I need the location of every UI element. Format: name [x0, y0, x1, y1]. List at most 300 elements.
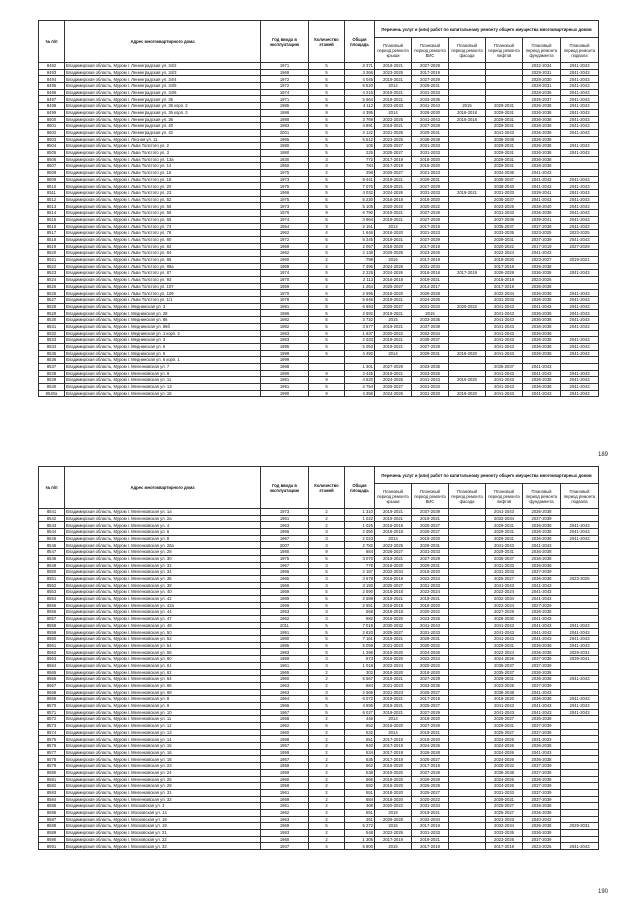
- table-cell: 7 076: [345, 183, 375, 190]
- table-cell: 8560: [39, 636, 65, 643]
- table-cell: 2024-2026: [375, 377, 412, 384]
- table-cell: Владимирская область, Муром г. Льва Толстого ул. 18: [65, 176, 261, 183]
- table-cell: 2041-2043: [523, 629, 561, 636]
- table-cell: 5: [309, 636, 345, 643]
- table-cell: Владимирская область, Муром г. Льва Толстого ул. 93: [65, 277, 261, 284]
- table-cell: 2035-2037: [486, 176, 523, 183]
- table-cell: Владимирская область, Муром г. Меленковская ул. 36: [65, 575, 261, 582]
- table-cell: 2029-2031: [486, 676, 523, 683]
- table-row: [39, 283, 599, 290]
- table-row: [39, 377, 599, 384]
- table-cell: Владимирская область, Муром г. Меленковская ул. 4: [65, 522, 261, 529]
- table-cell: 1937: [261, 843, 309, 850]
- table-cell: [449, 589, 486, 596]
- table-cell: 3: [309, 616, 345, 623]
- table-cell: 2036-2038: [523, 609, 561, 616]
- table-cell: [561, 562, 599, 569]
- table-cell: Владимирская область, Муром г. Меленковская ул. 66: [65, 682, 261, 689]
- table-cell: [449, 343, 486, 350]
- table-cell: 2026-2028: [375, 816, 412, 823]
- table-cell: Владимирская область, Муром г. Московская ул. 18: [65, 816, 261, 823]
- table-cell: 1983: [261, 649, 309, 656]
- table-row: [39, 330, 599, 337]
- table-cell: 2036-2038: [523, 210, 561, 217]
- table-cell: 2019-2021: [375, 176, 412, 183]
- table-cell: 7 161: [345, 636, 375, 643]
- table-cell: 2 023: [345, 535, 375, 542]
- table-cell: 2041-2043: [561, 290, 599, 297]
- table-cell: 8549: [39, 562, 65, 569]
- table-cell: 2036-2038: [523, 330, 561, 337]
- table-cell: 2036-2038: [523, 716, 561, 723]
- table-cell: 8527: [39, 297, 65, 304]
- table-cell: Владимирская область, Муром г. Меленковская ул. 42а: [65, 602, 261, 609]
- table-cell: 2036-2038: [523, 317, 561, 324]
- table-cell: 584: [345, 796, 375, 803]
- table-cell: 2029-2031: [486, 123, 523, 130]
- table-cell: Владимирская область, Муром г. Ленинградская ул. 34/6: [65, 89, 261, 96]
- table-row: [39, 602, 599, 609]
- table-cell: 2016-2018: [375, 277, 412, 284]
- table-cell: Владимирская область, Муром г. Меленковская ул. 7: [65, 363, 261, 370]
- table-cell: Владимирская область, Муром г. Льва Толстого ул. 13а: [65, 156, 261, 163]
- table-cell: 2 551: [345, 602, 375, 609]
- table-row: [39, 783, 599, 790]
- table-cell: [561, 616, 599, 623]
- table-cell: 8509: [39, 176, 65, 183]
- table-cell: 2032-2034: [523, 63, 561, 70]
- table-cell: 2017-2019: [523, 243, 561, 250]
- table-row: [39, 796, 599, 803]
- table-cell: 2041-2043: [523, 616, 561, 623]
- table-cell: 2017-2019: [486, 263, 523, 270]
- table-cell: 2035-2037: [486, 555, 523, 562]
- table-cell: 2: [309, 682, 345, 689]
- table-cell: [449, 642, 486, 649]
- table-cell: 1967: [261, 709, 309, 716]
- table-cell: 1980: [261, 370, 309, 377]
- table-cell: 5 230: [345, 196, 375, 203]
- table-cell: 4 520: [345, 377, 375, 384]
- table-cell: 2041-2043: [561, 297, 599, 304]
- table-cell: [449, 170, 486, 177]
- table-cell: 2029-2031: [412, 83, 449, 90]
- table-cell: 784: [345, 163, 375, 170]
- table-cell: 2024-2026: [486, 749, 523, 756]
- table-cell: 2041-2043: [523, 370, 561, 377]
- table-cell: [561, 662, 599, 669]
- table-cell: 2041-2043: [561, 535, 599, 542]
- table-cell: 1965: [261, 136, 309, 143]
- table-cell: 2026-2028: [412, 776, 449, 783]
- table-row: [39, 243, 599, 250]
- table-cell: [449, 575, 486, 582]
- table-cell: [449, 669, 486, 676]
- table-cell: 5: [309, 649, 345, 656]
- table-cell: Владимирская область, Муром г. Льва Толстого ул. 3: [65, 149, 261, 156]
- table-cell: 982: [345, 616, 375, 623]
- table-cell: Владимирская область, Муром г. Льва Толстого ул. 14: [65, 163, 261, 170]
- table-cell: 3: [309, 575, 345, 582]
- table-cell: 5: [309, 696, 345, 703]
- table-cell: 2031-2033: [412, 384, 449, 391]
- table-cell: 2 692: [345, 310, 375, 317]
- table-cell: 3: [309, 689, 345, 696]
- table-cell: 2026-2027: [375, 549, 412, 556]
- table-cell: 2023-2025: [375, 69, 412, 76]
- table-cell: 8493: [39, 69, 65, 76]
- table-cell: 2025-2027: [412, 529, 449, 536]
- table-cell: 2016-2020: [375, 616, 412, 623]
- table-cell: 2041-2043: [486, 542, 523, 549]
- table-cell: 1983: [261, 337, 309, 344]
- table-cell: 2022-2024: [486, 602, 523, 609]
- table-cell: 2031-2033: [412, 190, 449, 197]
- table-cell: [561, 736, 599, 743]
- table-cell: Владимирская область, Муром г. Меленковская ул. 50: [65, 629, 261, 636]
- table-cell: 8545: [39, 535, 65, 542]
- table-cell: 2019-2021: [412, 729, 449, 736]
- table-cell: 2025-2027: [375, 629, 412, 636]
- table-cell: [449, 136, 486, 143]
- table-cell: 2029-2031: [486, 549, 523, 556]
- table-cell: 5: [309, 297, 345, 304]
- table-cell: 8500: [39, 116, 65, 123]
- table-cell: 2 620: [345, 629, 375, 636]
- header-area: Общая площадь: [345, 21, 375, 63]
- table-cell: 2: [309, 170, 345, 177]
- table-cell: 4 395: [345, 109, 375, 116]
- table-cell: 2041-2043: [561, 203, 599, 210]
- table-cell: Владимирская область, Муром г. Меленковская ул. 8: [65, 696, 261, 703]
- table-cell: 5: [309, 196, 345, 203]
- table-cell: [449, 562, 486, 569]
- table-cell: 2014: [375, 83, 412, 90]
- table-cell: 2021-2023: [486, 816, 523, 823]
- table-cell: 5: [309, 303, 345, 310]
- table-cell: 1968: [261, 363, 309, 370]
- table-row: [39, 789, 599, 796]
- table-cell: 2023-2025: [486, 682, 523, 689]
- table-cell: 2016-2018: [375, 609, 412, 616]
- table-cell: 8562: [39, 649, 65, 656]
- table-cell: 1 301: [345, 363, 375, 370]
- table-cell: 2019-2021: [412, 277, 449, 284]
- table-row: [39, 682, 599, 689]
- table-cell: 2027-2029: [412, 76, 449, 83]
- table-cell: 8526: [39, 290, 65, 297]
- table-cell: 1966: [261, 569, 309, 576]
- table-cell: 1978: [261, 297, 309, 304]
- table-cell: 2016-2018: [375, 196, 412, 203]
- table-cell: Владимирская область, Муром г. Ленинградская ул. 34/5: [65, 83, 261, 90]
- table-cell: 3 678: [345, 575, 375, 582]
- table-cell: 1986: [261, 109, 309, 116]
- table-row: [39, 109, 599, 116]
- table-cell: 8559: [39, 629, 65, 636]
- header-num: № п/п: [39, 467, 65, 509]
- table-cell: 8576: [39, 743, 65, 750]
- table-cell: 2036-2038: [523, 283, 561, 290]
- table-cell: 2036-2038: [523, 377, 561, 384]
- table-cell: [449, 203, 486, 210]
- table-cell: 534: [345, 749, 375, 756]
- table-cell: 2 782: [345, 542, 375, 549]
- table-cell: 2041-2043: [486, 129, 523, 136]
- table-cell: 8569: [39, 696, 65, 703]
- table-cell: [561, 716, 599, 723]
- table-cell: 2026-2028: [486, 270, 523, 277]
- table-cell: [486, 357, 523, 364]
- table-cell: 2036-2038: [523, 297, 561, 304]
- table-cell: Владимирская область, Муром г. Ленинградская ул. 36 корп. 3: [65, 109, 261, 116]
- table-row: [39, 63, 599, 70]
- table-cell: 2037-2039: [523, 515, 561, 522]
- table-cell: 1982: [261, 323, 309, 330]
- table-row: [39, 709, 599, 716]
- table-row: [39, 163, 599, 170]
- table-cell: 1991: [261, 629, 309, 636]
- table-cell: 1966: [261, 702, 309, 709]
- table-cell: 2023-2025: [375, 542, 412, 549]
- table-cell: 2016-2018: [486, 277, 523, 284]
- table-cell: [561, 549, 599, 556]
- table-cell: 2037-2039: [523, 656, 561, 663]
- table-cell: 8564: [39, 662, 65, 669]
- table-cell: 3 070: [345, 555, 375, 562]
- table-cell: 2016-2018: [375, 602, 412, 609]
- table-cell: 2018-2020: [412, 716, 449, 723]
- register-table: [38, 466, 599, 850]
- table-cell: 2 569: [345, 689, 375, 696]
- table-cell: Владимирская область, Муром г. Льва Толстого ул. 56: [65, 203, 261, 210]
- table-cell: 2037-2039: [412, 323, 449, 330]
- table-cell: 9: [309, 103, 345, 110]
- table-cell: 2032-2034: [412, 330, 449, 337]
- table-cell: 2021-2023: [412, 170, 449, 177]
- table-cell: 8540: [39, 384, 65, 391]
- table-cell: 1959: [261, 656, 309, 663]
- table-cell: 1999: [261, 350, 309, 357]
- table-cell: Владимирская область, Муром г. Льва Толстого ул. 23: [65, 190, 261, 197]
- table-cell: Владимирская область, Муром г. Меленковская ул. 24: [65, 769, 261, 776]
- table-cell: 1974: [261, 270, 309, 277]
- table-cell: 2041-2043: [561, 69, 599, 76]
- table-cell: 1980: [261, 549, 309, 556]
- table-cell: 2041-2043: [412, 116, 449, 123]
- table-cell: 8522: [39, 263, 65, 270]
- table-cell: 2041-2043: [486, 323, 523, 330]
- table-cell: 2031-2033: [486, 297, 523, 304]
- table-cell: [449, 210, 486, 217]
- table-cell: 5: [309, 176, 345, 183]
- table-cell: 8585: [39, 803, 65, 810]
- table-cell: 5: [309, 384, 345, 391]
- table-cell: 2015: [449, 103, 486, 110]
- table-cell: 1930: [261, 156, 309, 163]
- table-cell: [561, 156, 599, 163]
- table-cell: 2036-2038: [523, 123, 561, 130]
- table-cell: 538: [345, 769, 375, 776]
- table-cell: 2: [309, 816, 345, 823]
- table-row: [39, 689, 599, 696]
- table-cell: 4 695: [345, 702, 375, 709]
- table-cell: 1958: [261, 716, 309, 723]
- table-cell: 2041-2043: [561, 63, 599, 70]
- table-cell: 1969: [261, 595, 309, 602]
- table-cell: [561, 509, 599, 516]
- table-cell: 2041-2043: [486, 636, 523, 643]
- table-cell: 2041-2043: [561, 216, 599, 223]
- table-cell: 2018-2020: [412, 196, 449, 203]
- table-cell: 2029-2031: [486, 156, 523, 163]
- table-cell: 2024-2026: [375, 263, 412, 270]
- table-cell: 8552: [39, 582, 65, 589]
- table-cell: 5: [309, 216, 345, 223]
- table-row: [39, 542, 599, 549]
- table-cell: 5: [309, 317, 345, 324]
- table-cell: 2024-2026: [486, 736, 523, 743]
- table-cell: [449, 330, 486, 337]
- table-row: [39, 669, 599, 676]
- table-cell: 1980: [261, 143, 309, 150]
- table-cell: 562: [345, 763, 375, 770]
- table-cell: [561, 723, 599, 730]
- table-cell: [561, 589, 599, 596]
- table-cell: 2023-2025: [561, 575, 599, 582]
- table-cell: 2018-2020: [375, 789, 412, 796]
- table-cell: 2016-2018: [412, 270, 449, 277]
- table-cell: 1975: [261, 170, 309, 177]
- table-cell: 1961: [261, 803, 309, 810]
- table-cell: [561, 569, 599, 576]
- table-cell: 8551: [39, 575, 65, 582]
- table-cell: [561, 330, 599, 337]
- table-cell: 2019-2021: [412, 595, 449, 602]
- table-cell: 2025-2027: [486, 575, 523, 582]
- table-cell: 2041-2043: [486, 317, 523, 324]
- table-cell: 8505: [39, 149, 65, 156]
- table-cell: 8523: [39, 270, 65, 277]
- table-cell: 2025-2027: [375, 149, 412, 156]
- table-cell: 5: [309, 143, 345, 150]
- table-cell: 2041-2043: [486, 390, 523, 397]
- table-cell: 2019-2020: [449, 390, 486, 397]
- table-cell: 5: [309, 63, 345, 70]
- table-cell: 2023-2025: [412, 616, 449, 623]
- table-cell: [561, 250, 599, 257]
- table-cell: 2023-2025: [561, 230, 599, 237]
- table-cell: 2025-2027: [486, 729, 523, 736]
- table-row: [39, 729, 599, 736]
- table-cell: 2036-2038: [523, 756, 561, 763]
- table-cell: 2036-2038: [523, 809, 561, 816]
- table-cell: 2037-2039: [523, 769, 561, 776]
- table-cell: [449, 236, 486, 243]
- table-cell: 8497: [39, 96, 65, 103]
- table-row: [39, 736, 599, 743]
- table-cell: [561, 776, 599, 783]
- table-cell: 2036-2038: [523, 103, 561, 110]
- table-cell: 2016-2018: [375, 575, 412, 582]
- table-cell: Владимирская область, Муром г. Льва Толстого ул. 80: [65, 236, 261, 243]
- table-cell: 8535: [39, 350, 65, 357]
- table-cell: Владимирская область, Муром г. Меленковская ул. 14: [65, 736, 261, 743]
- table-cell: 2016: [375, 256, 412, 263]
- table-cell: [449, 216, 486, 223]
- table-cell: 2022-2024: [412, 575, 449, 582]
- table-cell: 225: [345, 149, 375, 156]
- table-cell: 1976: [261, 210, 309, 217]
- table-cell: 2014: [375, 729, 412, 736]
- table-cell: 1972: [261, 76, 309, 83]
- table-cell: Владимирская область, Муром г. Меленковская ул. 40: [65, 589, 261, 596]
- table-cell: 2 050: [345, 529, 375, 536]
- table-cell: 2018: [375, 809, 412, 816]
- table-cell: 8580: [39, 769, 65, 776]
- register-page-190: [38, 466, 609, 895]
- table-cell: 2019-2021: [375, 343, 412, 350]
- table-cell: 2019-2021: [375, 76, 412, 83]
- table-cell: 2036-2038: [523, 743, 561, 750]
- table-cell: 2041-2043: [523, 622, 561, 629]
- table-cell: 2025-2027: [412, 689, 449, 696]
- table-cell: 2025-2027: [412, 702, 449, 709]
- table-cell: 2018-2020: [375, 562, 412, 569]
- table-cell: 2036-2038: [523, 290, 561, 297]
- table-cell: 2037-2039: [523, 723, 561, 730]
- table-cell: 884: [345, 549, 375, 556]
- table-cell: [449, 582, 486, 589]
- table-cell: [561, 277, 599, 284]
- table-cell: 2041-2043: [561, 236, 599, 243]
- table-cell: 2041-2043: [412, 622, 449, 629]
- table-cell: 1966: [261, 529, 309, 536]
- table-cell: 8513: [39, 203, 65, 210]
- table-cell: 2033-2035: [412, 682, 449, 689]
- table-cell: 2019-2021: [412, 515, 449, 522]
- table-cell: [486, 63, 523, 70]
- table-cell: 2033-2035: [412, 317, 449, 324]
- table-cell: 1981: [261, 377, 309, 384]
- table-cell: 8532: [39, 330, 65, 337]
- table-cell: 2041-2043: [561, 377, 599, 384]
- table-cell: Владимирская область, Муром г. Льва Толстого ул. 2: [65, 143, 261, 150]
- table-cell: 8533: [39, 337, 65, 344]
- table-cell: Владимирская область, Муром г. Меленковская ул. 16: [65, 749, 261, 756]
- table-cell: [561, 809, 599, 816]
- table-cell: 2041-2043: [486, 384, 523, 391]
- table-cell: 2033-2035: [412, 363, 449, 370]
- table-cell: 2023-2025: [486, 203, 523, 210]
- table-cell: 2041-2043: [561, 642, 599, 649]
- table-cell: Владимирская область, Муром г. Ленинградская ул. 34/2: [65, 63, 261, 70]
- table-cell: 2020-2022: [375, 330, 412, 337]
- table-cell: [449, 823, 486, 830]
- table-cell: 2041-2043: [561, 629, 599, 636]
- table-cell: 8554: [39, 595, 65, 602]
- table-cell: 2022-2024: [486, 250, 523, 257]
- table-cell: 8581: [39, 776, 65, 783]
- table-cell: 1 025: [345, 522, 375, 529]
- table-cell: 5 567: [345, 676, 375, 683]
- table-cell: 2041-2043: [523, 595, 561, 602]
- table-cell: 8524: [39, 277, 65, 284]
- table-cell: 1971: [261, 96, 309, 103]
- table-cell: 2 445: [345, 370, 375, 377]
- table-cell: 2034-2036: [486, 170, 523, 177]
- table-cell: 2037-2039: [523, 783, 561, 790]
